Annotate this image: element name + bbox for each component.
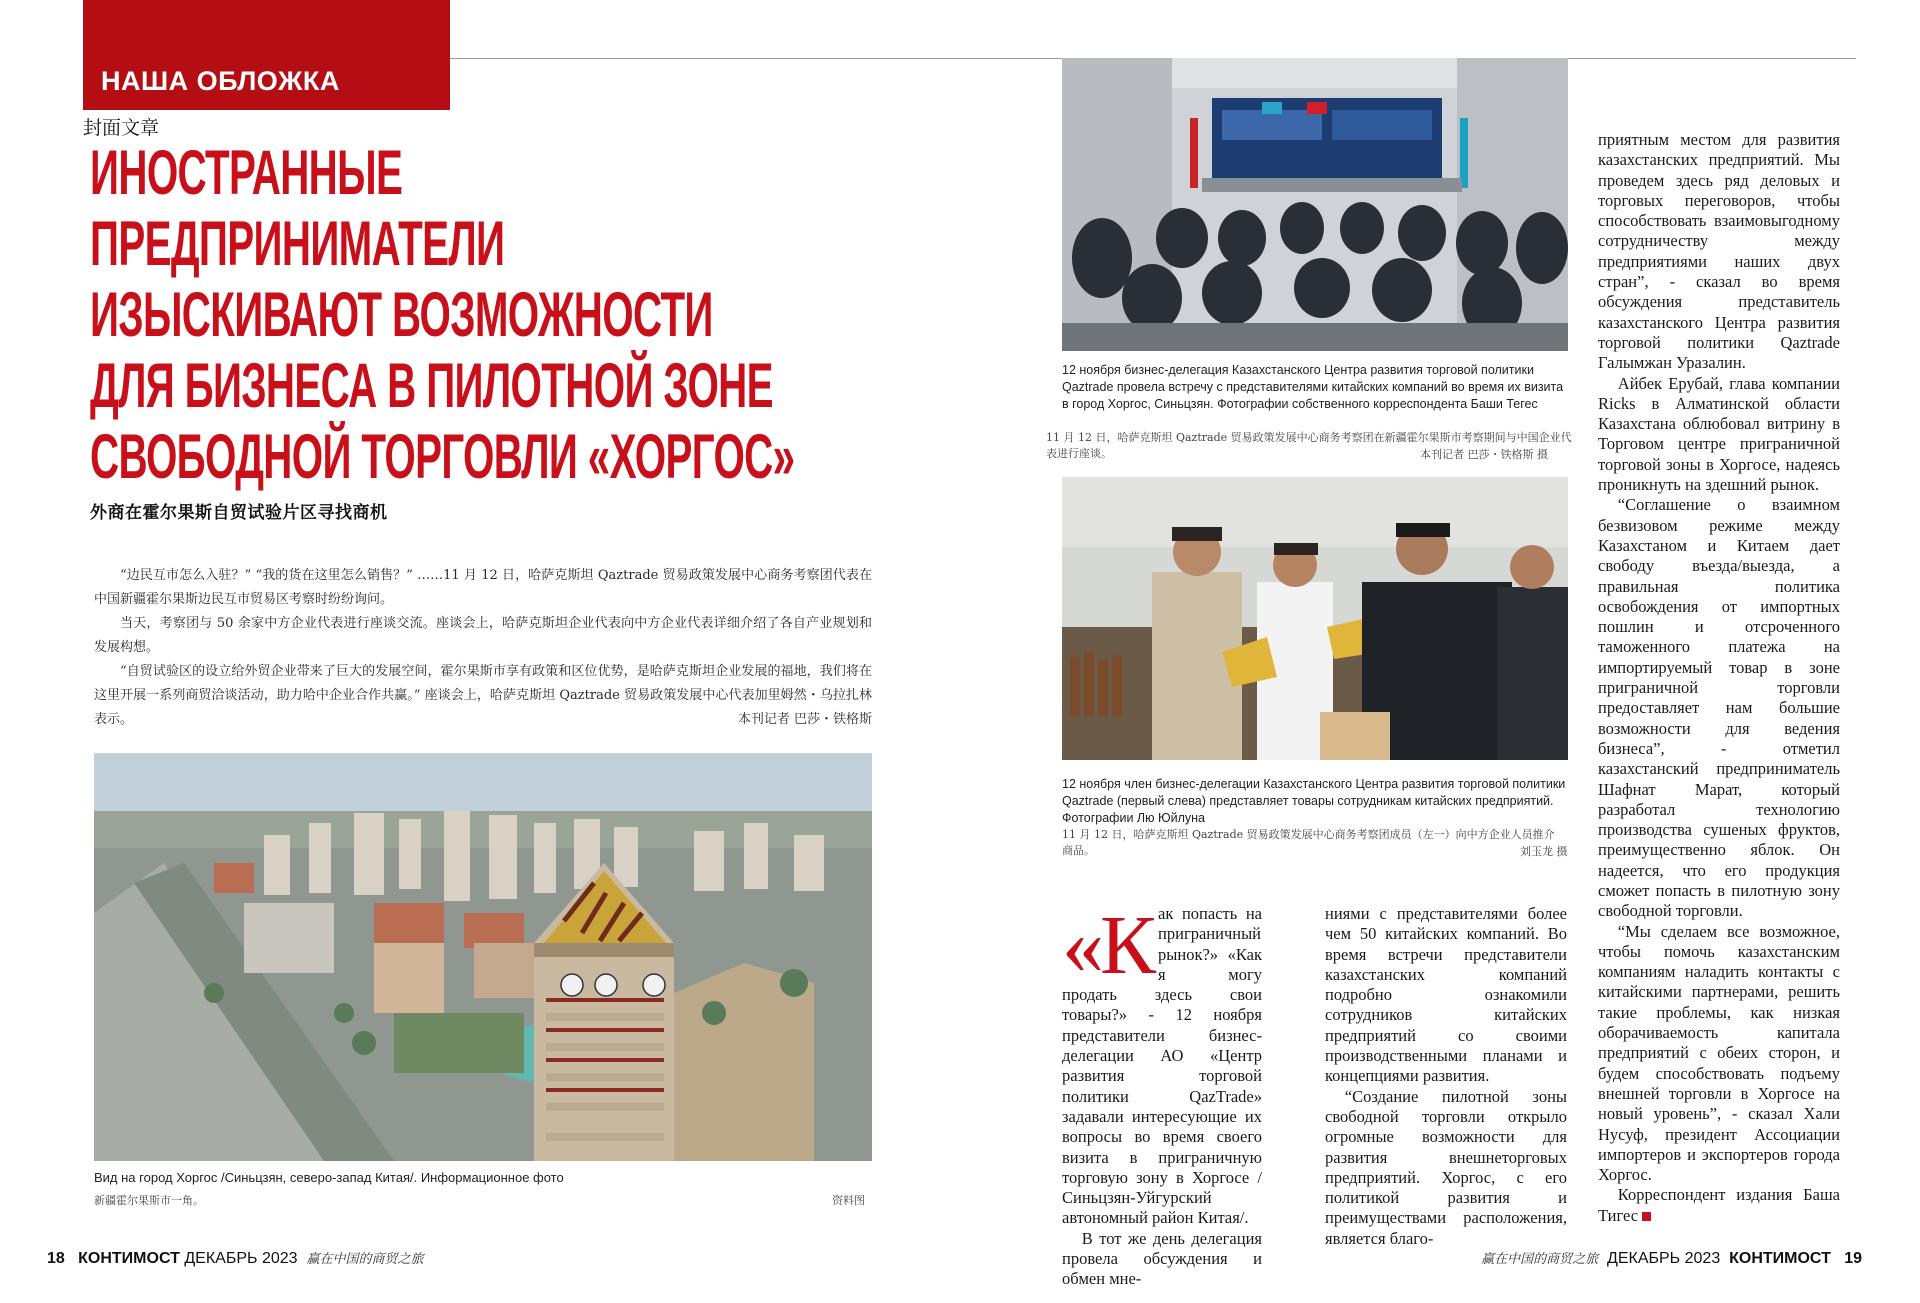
headline-line: СВОБОДНОЙ ТОРГОВЛИ «ХОРГОС» — [90, 422, 795, 492]
section-tab — [83, 0, 450, 110]
body-paragraph: приятным местом для развития казахстанских предприятий. Мы проведем здесь ряд деловых и торговых переговоров, чтобы способствовать взаимовыгодному сотрудничеству между предприятиями наших двух стран”, - сказал во время обсуждения представитель казахстанского Центра развития торговой политики Qaztrade Галымжан Уразалин. — [1598, 130, 1840, 373]
issue-date: ДЕКАБРЬ 2023 — [1607, 1250, 1721, 1267]
booth-photo-caption-cn: 11 月 12 日，哈萨克斯坦 Qaztrade 贸易政策发展中心商务考察团成员（左一）向中方企业人员推介商品。 — [1062, 828, 1555, 857]
page-number: 18 — [47, 1250, 65, 1267]
chinese-lead-paragraph: “边民互市怎么入驻？” “我的货在这里怎么销售？” ……11 月 12 日，哈萨克斯坦 Qaztrade 贸易政策发展中心商务考察团代表在中国新疆霍尔果斯边民互市贸易区考察时纷纷询问。 — [94, 568, 872, 607]
body-paragraph: ниями с представителями более чем 50 китайских компаний. Во время встречи представители казахстанских компаний подробно ознакомили сотрудников китайских предприятий со своими производственными планами и концепциями развития. — [1325, 904, 1567, 1086]
chinese-lead — [94, 564, 872, 732]
body-paragraph: “Мы сделаем все возможное, чтобы помочь казахстанским компаниям наладить контакты с китайскими партнерами, решить такие проблемы, как низкая оборачиваемость капитала предприятий с обеих сторон, и будем способствовать подъему внешней торговли в Хоргосе на новый уровень”, - сказал Хали Нусуф, президент Ассоциации импортеров и экспортеров города Хоргос. — [1598, 921, 1840, 1185]
body-paragraph: ак попасть на приграничный рынок?» «Как я могу продать здесь свои товары?» - 12 ноября представители бизнес-делегации АО «Центр развития торговой политики QazTrade» задавали интересующие их вопросы во время своего визита в приграничную торговую зону в Хоргосе /Синьцзян-Уйгурский автономный район Китая/. — [1062, 904, 1262, 1228]
body-column-3 — [1598, 130, 1840, 1226]
end-mark-icon — [1642, 1212, 1651, 1221]
headline-line: ДЛЯ БИЗНЕСА В ПИЛОТНОЙ ЗОНЕ — [90, 351, 773, 421]
body-paragraph: “Соглашение о взаимном безвизовом режиме между Казахстаном и Китаем дает свободу въезда/выезда, а правильная политика освобождения от импортных пошлин и отсроченного таможенного платежа на импортируемый товар в зоне приграничной торговли предоставляет нам большие возможности для ведения бизнеса”, - отметил казахстанский предприниматель Шафнат Марат, который разработал технологию производства сушеных фруктов, преимущественно яблок. Он надеется, что его продукция сможет попасть в пилотную зону свободной торговли. — [1598, 495, 1840, 921]
folio-left — [47, 1248, 423, 1268]
page-number: 19 — [1844, 1250, 1862, 1267]
booth-photo-credit: 刘玉龙 摄 — [1520, 845, 1568, 858]
chinese-lead-paragraph: 当天，考察团与 50 余家中方企业代表进行座谈交流。座谈会上，哈萨克斯坦企业代表向中方企业代表详细介绍了各自产业规划和发展构想。 — [94, 616, 872, 655]
city-photo-caption: Вид на город Хоргос /Синьцзян, северо-запад Китая/. Информационное фото — [94, 1170, 564, 1185]
city-photo-caption-cn: 新疆霍尔果斯市一角。 — [94, 1194, 204, 1207]
body-paragraph: “Создание пилотной зоны свободной торговли открыло огромные возможности для развития внешнеторговых предприятий. Хоргос, с его политикой развития и преимуществами расположения, является благо- — [1325, 1086, 1567, 1248]
issue-date: ДЕКАБРЬ 2023 — [184, 1250, 298, 1267]
body-paragraph: Айбек Ерубай, глава компании Ricks в Алматинской области Казахстана облюбовал витрину в Торговом центре приграничной торговой зоны в Хоргосе, надеясь проникнуть на здешний рынок. — [1598, 373, 1840, 495]
subheadline-cn: 外商在霍尔果斯自贸试验片区寻找商机 — [90, 503, 388, 523]
slogan-cn: 赢在中国的商贸之旅 — [1481, 1252, 1599, 1267]
body-column-2 — [1325, 904, 1567, 1249]
meeting-photo-caption-cn: 11 月 12 日，哈萨克斯坦 Qaztrade 贸易政策发展中心商务考察团在新疆霍尔果斯市考察期间与中国企业代表进行座谈。 — [1046, 431, 1572, 460]
chinese-lead-paragraph: “自贸试验区的设立给外贸企业带来了巨大的发展空间，霍尔果斯市享有政策和区位优势，是哈萨克斯坦企业发展的福地，我们将在这里开展一系列商贸洽谈活动，助力哈中企业合作共赢。” 座谈会上，哈萨克斯坦 Qaztrade 贸易政策发展中心代表加里姆然・乌拉扎林表示。 — [94, 664, 872, 727]
city-aerial-photo — [94, 753, 872, 1161]
headline — [90, 138, 880, 493]
magazine-name: КОНТИМОСТ — [78, 1250, 180, 1267]
section-tab-label: НАША ОБЛОЖКА — [101, 66, 340, 96]
author-signoff: Корреспондент издания Баша Тигес — [1598, 1185, 1840, 1225]
meeting-photo-caption: 12 ноября бизнес-делегация Казахстанского Центра развития торговой политики Qaztrade провела встречу с представителями китайских компаний во время их визита в город Хоргос, Синьцзян. Фотографии собственного корреспондента Баши Тегес — [1062, 363, 1564, 411]
headline-line: ПРЕДПРИНИМАТЕЛИ — [90, 209, 505, 279]
section-kicker-cn: 封面文章 — [83, 117, 160, 139]
meeting-photo-credit: 本刊记者 巴莎・铁格斯 摄 — [1420, 448, 1548, 461]
headline-line: ИНОСТРАННЫЕ — [90, 138, 403, 208]
booth-photo — [1062, 477, 1568, 760]
body-column-1 — [1062, 899, 1262, 1290]
folio-right — [1481, 1248, 1862, 1268]
city-photo-credit: 资料图 — [832, 1194, 865, 1207]
meeting-photo — [1062, 58, 1568, 351]
magazine-name: КОНТИМОСТ — [1729, 1250, 1831, 1267]
chinese-lead-byline: 本刊记者 巴莎・铁格斯 — [737, 712, 872, 727]
headline-line: ИЗЫСКИВАЮТ ВОЗМОЖНОСТИ — [90, 280, 713, 350]
slogan-cn: 赢在中国的商贸之旅 — [306, 1252, 424, 1267]
drop-cap: «К — [1062, 899, 1153, 992]
body-paragraph: В тот же день делегация провела обсуждения и обмен мне- — [1062, 1228, 1262, 1289]
booth-photo-caption: 12 ноября член бизнес-делегации Казахстанского Центра развития торговой политики Qaztrade (первый слева) представляет товары сотрудникам китайских предприятий. Фотографии Лю Юйлуна — [1062, 777, 1566, 825]
